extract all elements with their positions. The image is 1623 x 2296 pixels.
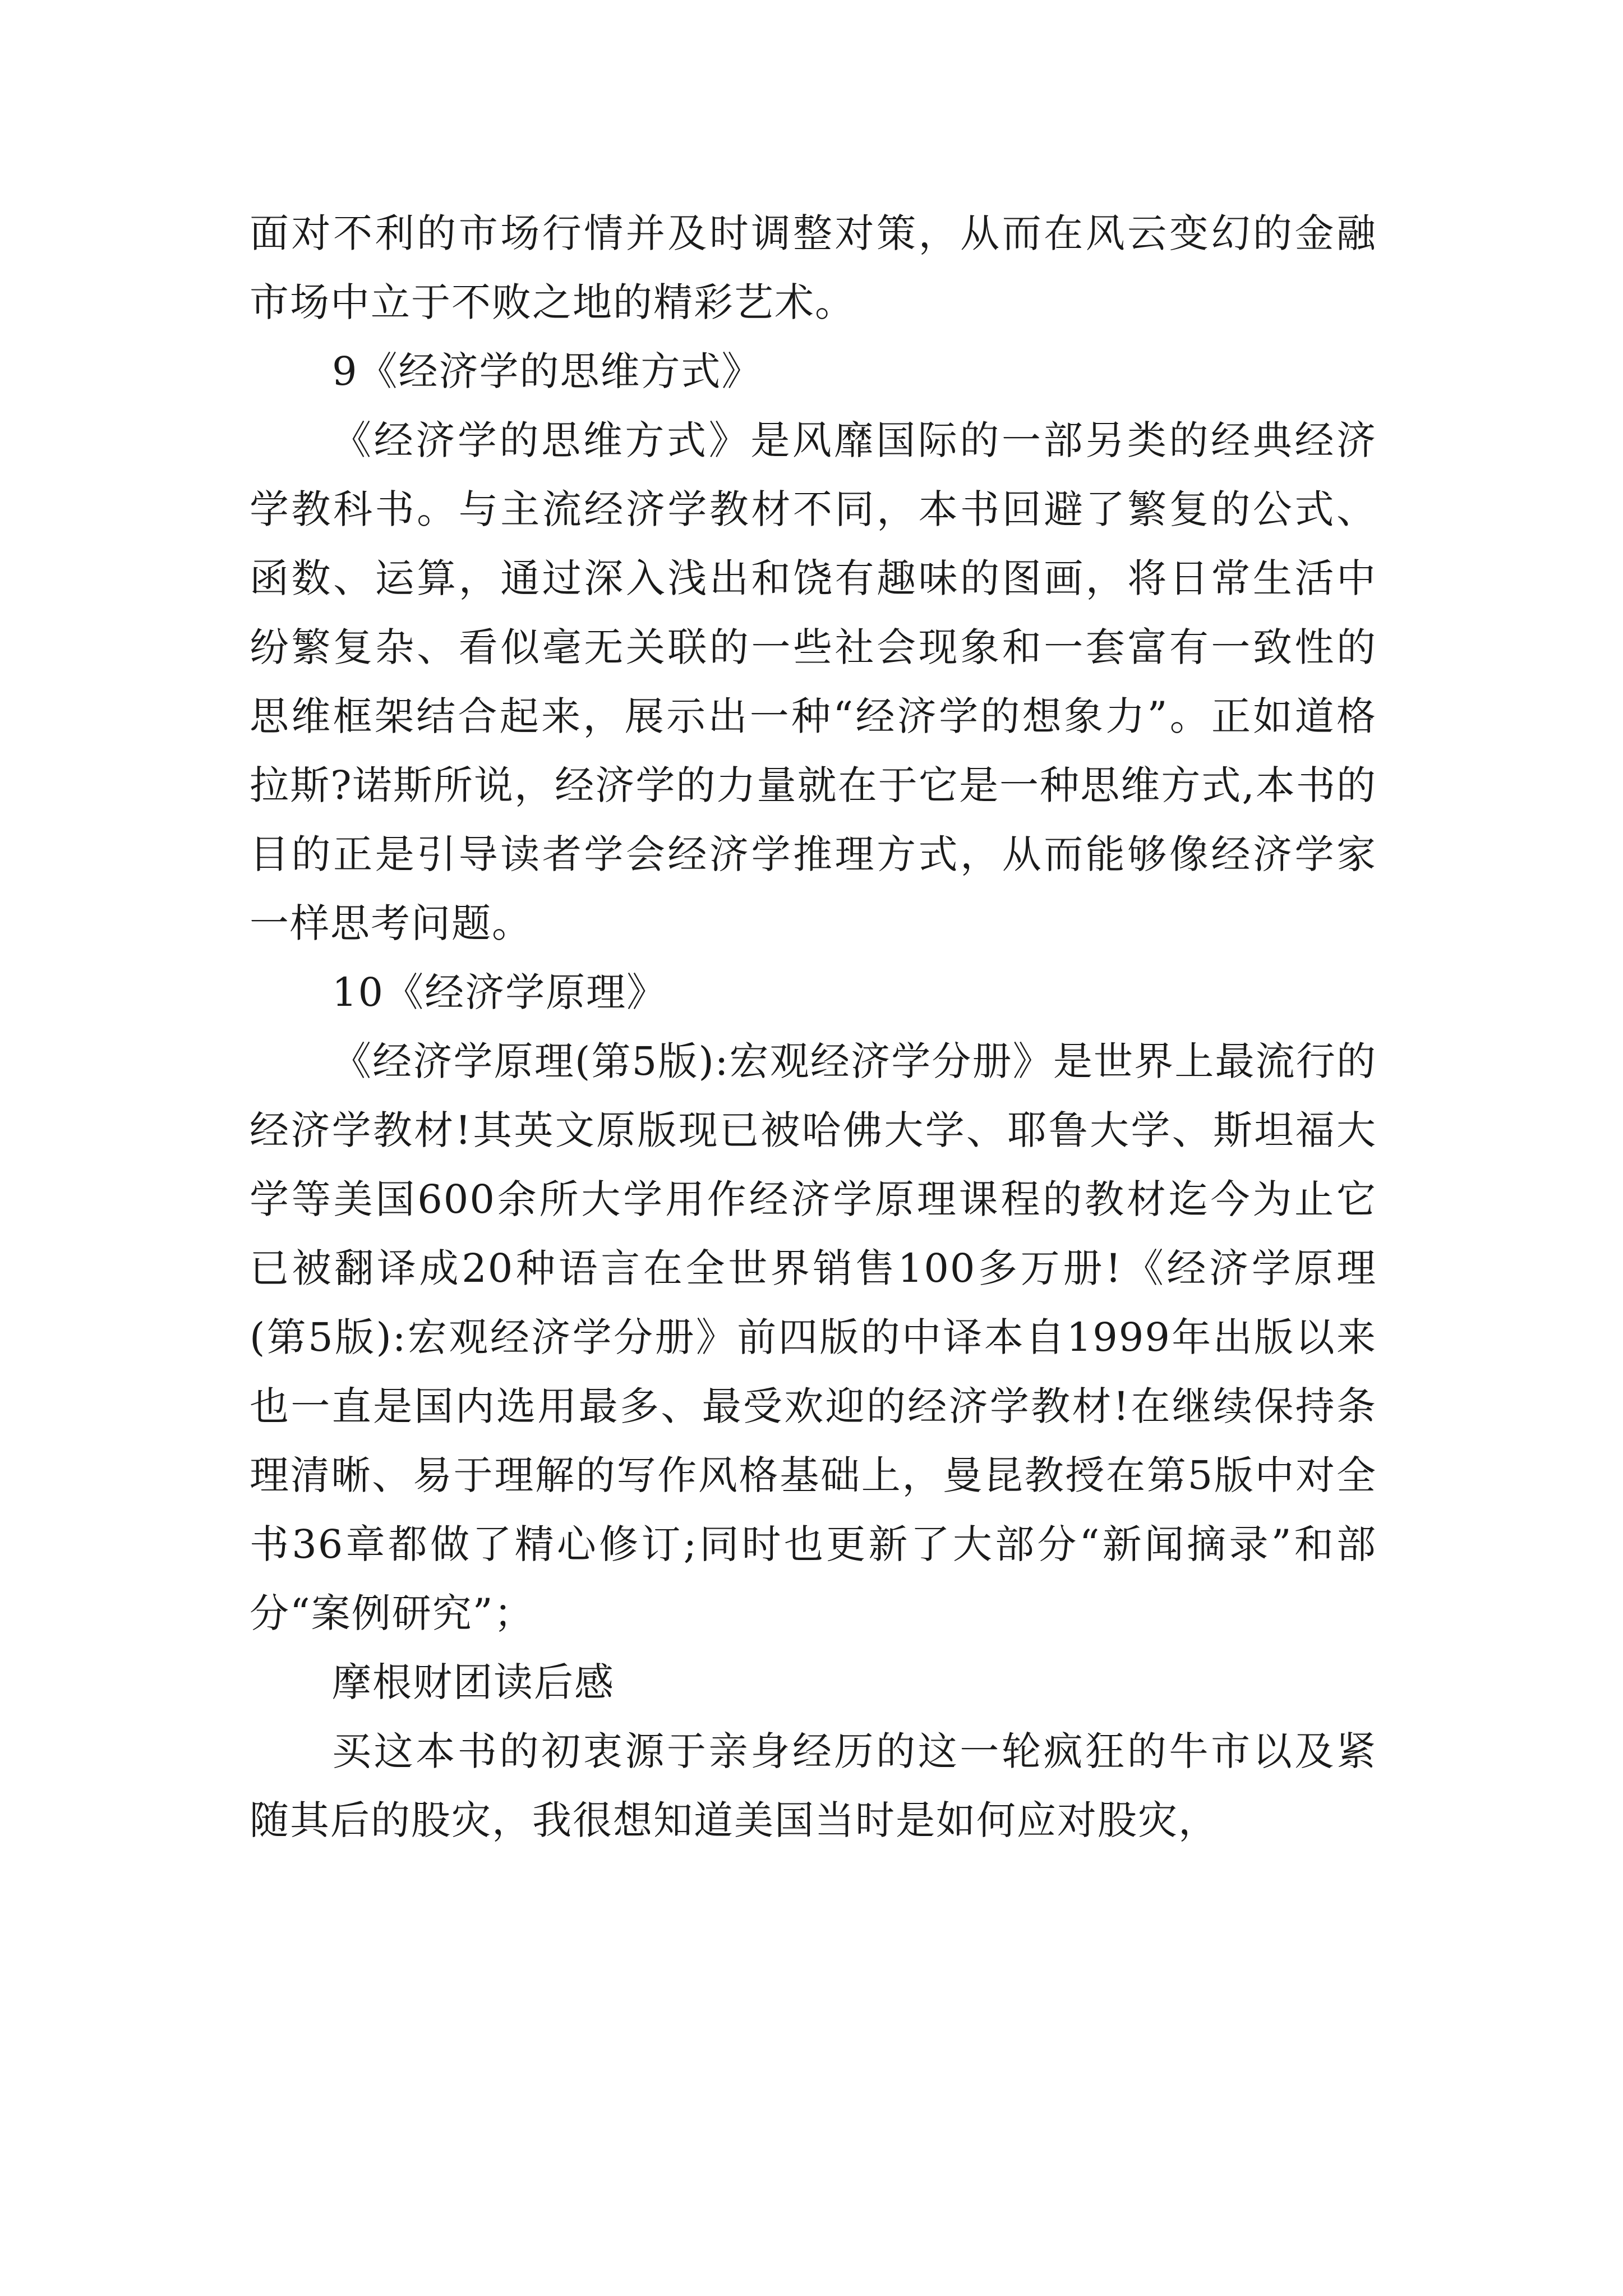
heading-book-10: 10《经济学原理》	[332, 969, 667, 1015]
heading-book-9: 9《经济学的思维方式》	[332, 348, 762, 394]
paragraph-morgan-review: 买这本书的初衷源于亲身经历的这一轮疯狂的牛市以及紧随其后的股灾，我很想知道美国当时是如何应对股灾，	[250, 1728, 1377, 1843]
paragraph-continuation: 面对不利的市场行情并及时调整对策，从而在风云变幻的金融市场中立于不败之地的精彩艺术。	[250, 210, 1377, 325]
heading-morgan-review: 摩根财团读后感	[332, 1659, 615, 1705]
document-body	[250, 199, 1377, 1855]
paragraph-book-9-description: 《经济学的思维方式》是风靡国际的一部另类的经典经济学教科书。与主流经济学教材不同，本书回避了繁复的公式、函数、运算，通过深入浅出和饶有趣味的图画，将日常生活中纷繁复杂、看似毫无关联的一些社会现象和一套富有一致性的思维框架结合起来，展示出一种“经济学的想象力”。正如道格拉斯?诺斯所说，经济学的力量就在于它是一种思维方式,本书的目的正是引导读者学会经济学推理方式，从而能够像经济学家一样思考问题。	[250, 417, 1377, 946]
paragraph-book-10-description: 《经济学原理(第5版):宏观经济学分册》是世界上最流行的经济学教材!其英文原版现已被哈佛大学、耶鲁大学、斯坦福大学等美国600余所大学用作经济学原理课程的教材迄今为止它已被翻译成20种语言在全世界销售100多万册!《经济学原理(第5版):宏观经济学分册》前四版的中译本自1999年出版以来也一直是国内选用最多、最受欢迎的经济学教材!在继续保持条理清晰、易于理解的写作风格基础上，曼昆教授在第5版中对全书36章都做了精心修订;同时也更新了大部分“新闻摘录”和部分“案例研究”；	[250, 1038, 1377, 1636]
